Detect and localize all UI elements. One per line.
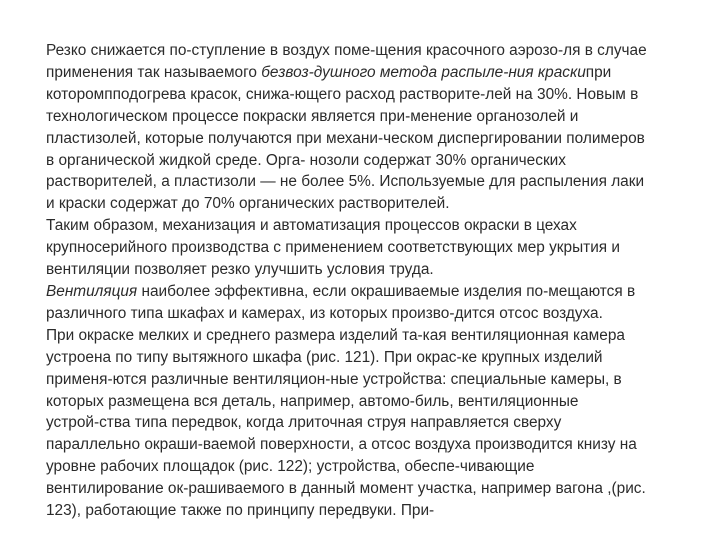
text-line xyxy=(46,391,696,413)
text-segment: устрой-ства типа передвок, когда лриточная струя направляется сверху xyxy=(46,414,562,432)
italic-text-segment: безвоз-душного метода распыле-ния краски xyxy=(261,63,586,81)
italic-text-segment: Вентиляция xyxy=(46,282,138,300)
text-line xyxy=(46,281,696,303)
text-line xyxy=(46,259,696,281)
text-line xyxy=(46,62,696,84)
document-body-text xyxy=(46,40,696,522)
text-line xyxy=(46,128,696,150)
text-segment: в органической жидкой среде. Орга- нозоли содержат 30% органических xyxy=(46,151,566,169)
text-line xyxy=(46,150,696,172)
text-segment: Таким образом, механизация и автоматизация процессов окраски в цехах xyxy=(46,217,577,235)
text-line xyxy=(46,40,696,62)
text-segment: параллельно окраши-ваемой поверхности, а отсос воздуха производится книзу на xyxy=(46,436,637,454)
text-line xyxy=(46,369,696,391)
text-line xyxy=(46,193,696,215)
text-line xyxy=(46,106,696,128)
text-segment: уровне рабочих площадок (рис. 122); устройства, обеспе-чивающие xyxy=(46,458,535,476)
text-segment: устроена по типу вытяжного шкафа (рис. 121). При окрас-ке крупных изделий xyxy=(46,348,603,366)
text-segment: применя-ются различные вентиляцион-ные устройства: специальные камеры, в xyxy=(46,370,622,388)
text-segment: наиболее эффективна, если окрашиваемые изделия по-мещаются в xyxy=(137,282,636,300)
text-line xyxy=(46,325,696,347)
text-segment: пластизолей, которые получаются при механи-ческом диспергировании полимеров xyxy=(46,129,645,147)
text-line xyxy=(46,500,696,522)
text-segment: вентилирование ок-рашиваемого в данный момент участка, например вагона ,(рис. xyxy=(46,480,646,498)
text-segment: применения так называемого xyxy=(46,63,262,81)
text-segment: технологическом процессе покраски является при-менение органозолей и xyxy=(46,107,579,125)
text-line xyxy=(46,84,696,106)
text-line xyxy=(46,303,696,325)
text-line xyxy=(46,412,696,434)
text-line xyxy=(46,434,696,456)
text-segment: которых размещена вся деталь, например, автомо-биль, вентиляционные xyxy=(46,392,579,410)
text-segment: растворителей, а пластизоли — не более 5%. Используемые для распыления лаки xyxy=(46,173,645,191)
text-line xyxy=(46,478,696,500)
text-segment: и краски содержат до 70% органических растворителей. xyxy=(46,195,450,213)
text-line xyxy=(46,171,696,193)
text-line xyxy=(46,215,696,237)
text-segment: крупносерийного производства с применением соответствующих мер укрытия и xyxy=(46,239,621,257)
text-line xyxy=(46,456,696,478)
text-segment: которомпподогрева красок, снижа-ющего расход растворите-лей на 30%. Новым в xyxy=(46,85,639,103)
text-segment: вентиляции позволяет резко улучшить условия труда. xyxy=(46,261,434,279)
text-segment: 123), работающие также по принципу передвуки. При- xyxy=(46,502,435,520)
text-segment: Резко снижается по-ступление в воздух поме-щения красочного аэрозо-ля в случае xyxy=(46,42,647,59)
text-segment: при xyxy=(585,63,612,81)
text-segment: При окраске мелких и среднего размера изделий та-кая вентиляционная камера xyxy=(46,326,625,344)
text-line xyxy=(46,347,696,369)
text-segment: различного типа шкафах и камерах, из которых произво-дится отсос воздуха. xyxy=(46,304,603,322)
text-line xyxy=(46,237,696,259)
